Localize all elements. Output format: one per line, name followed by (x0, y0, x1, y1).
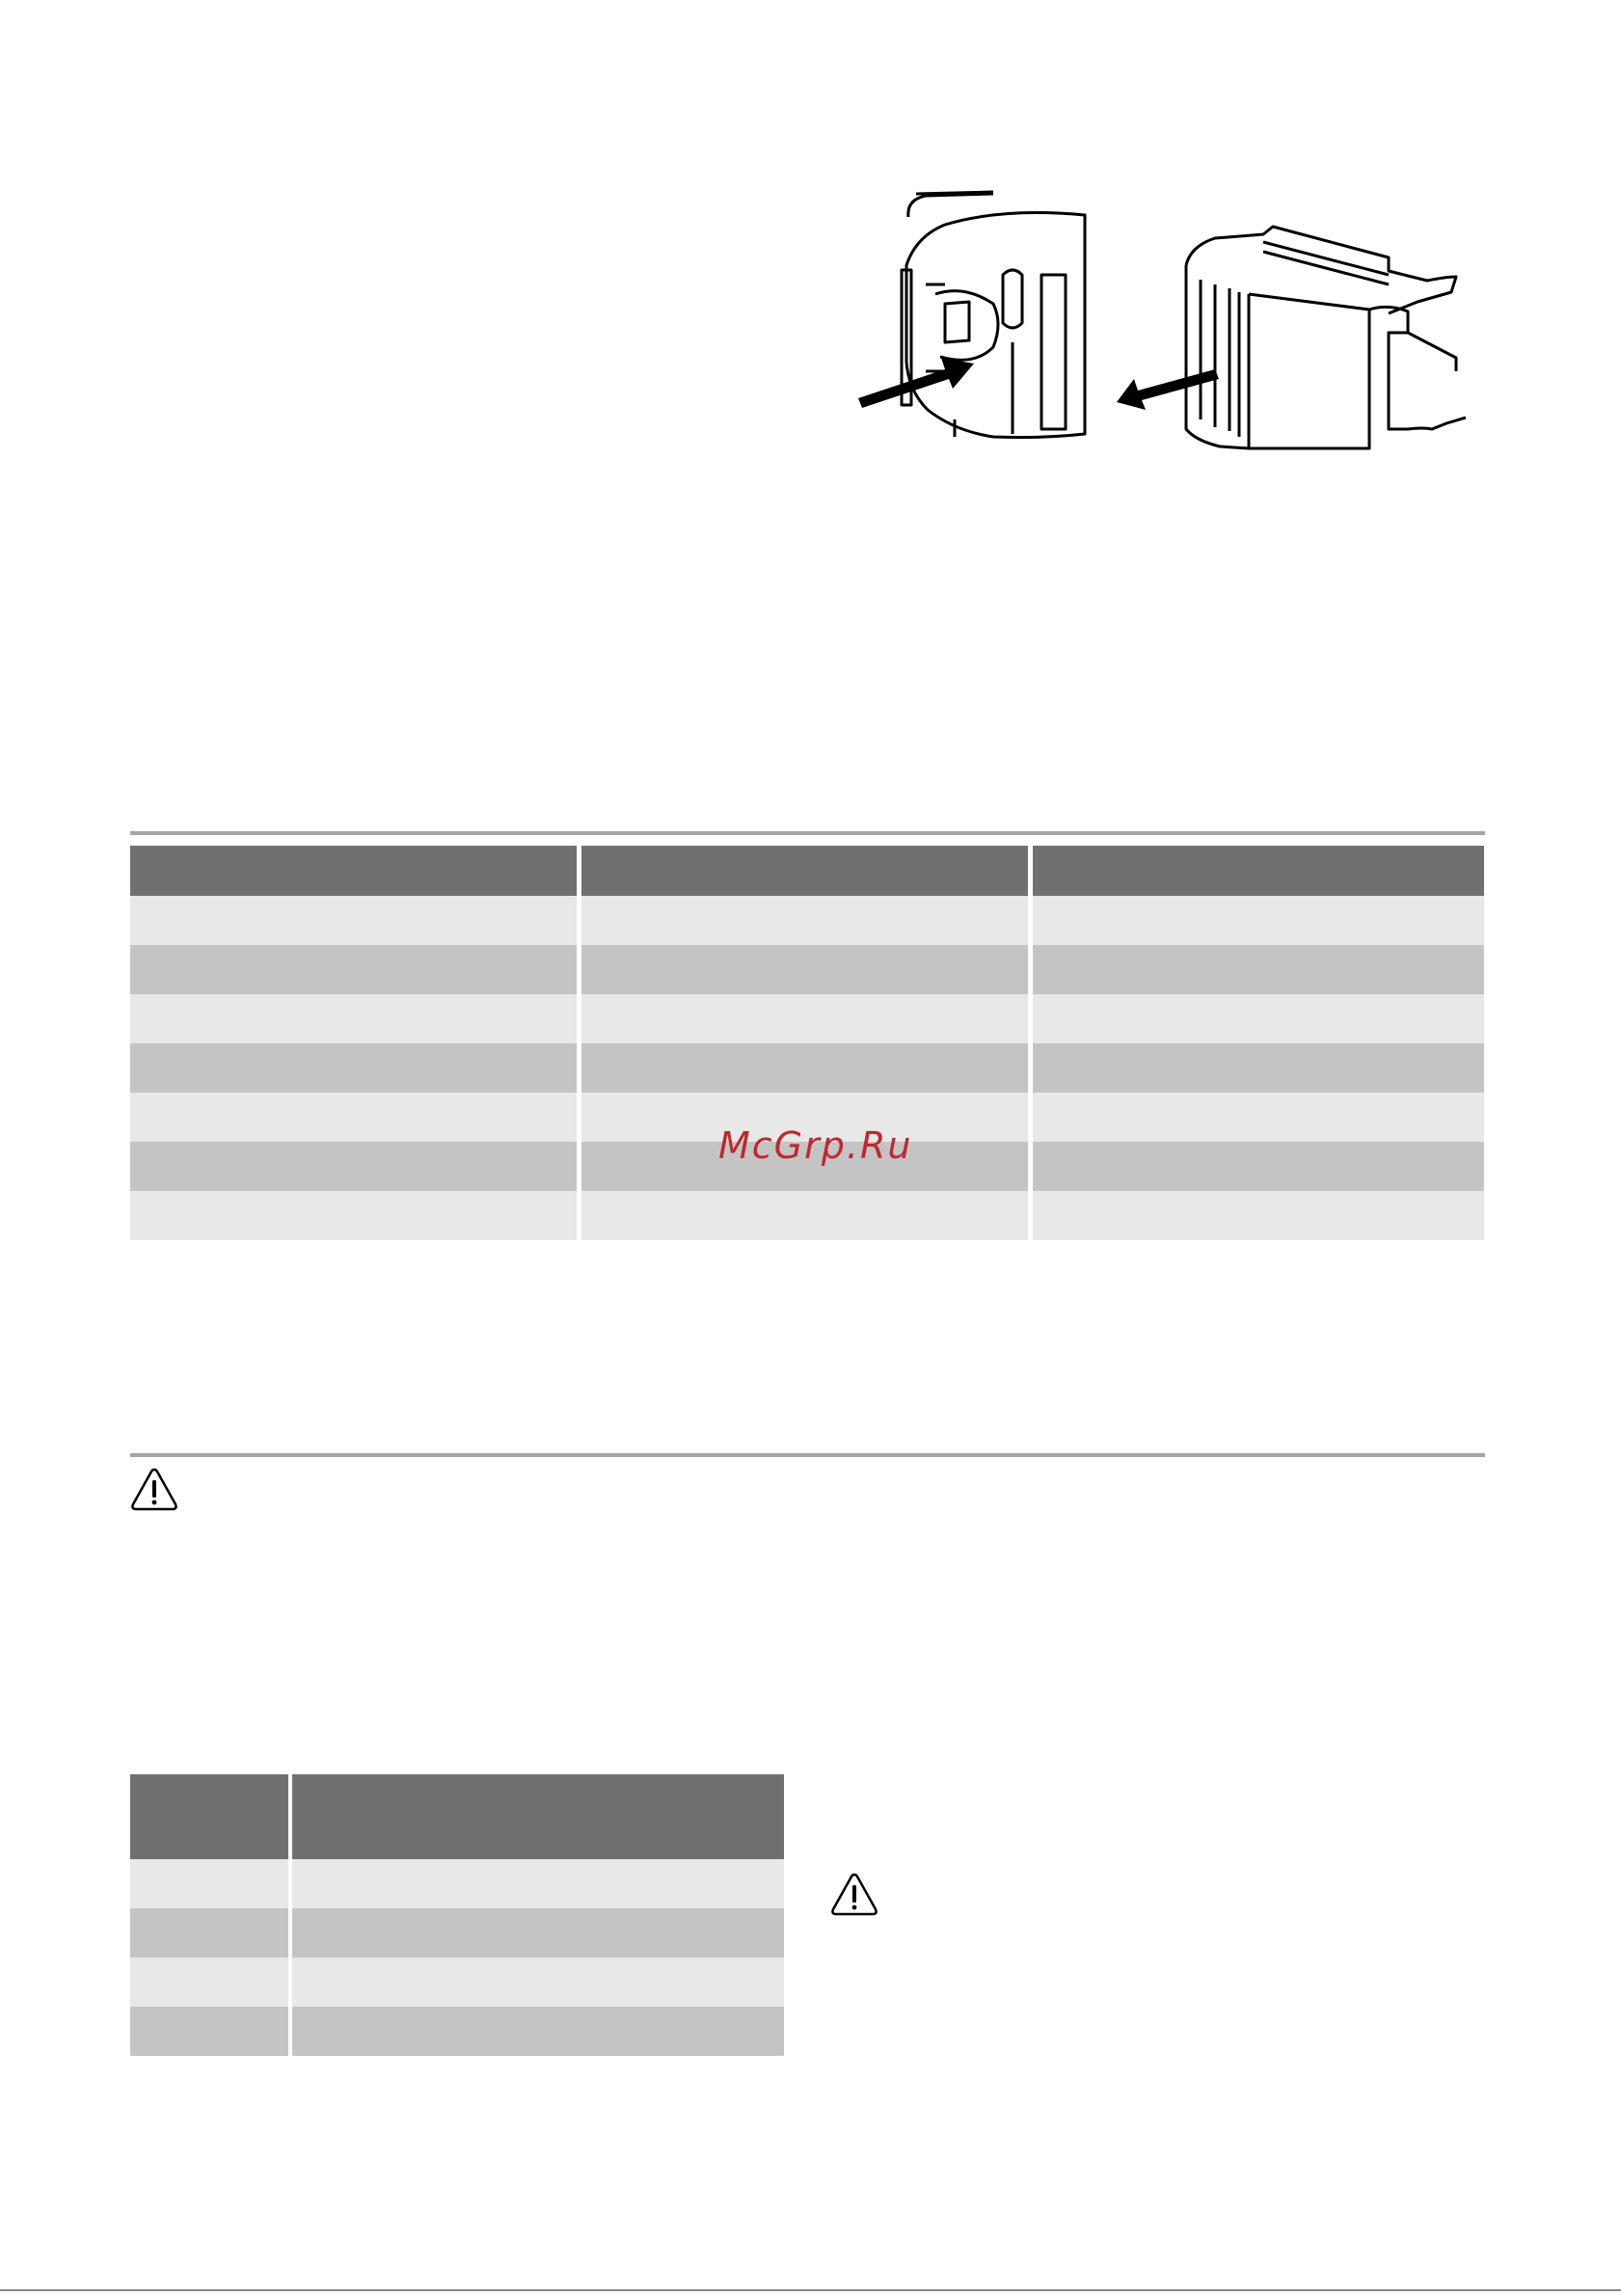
pull-arrow (1117, 369, 1219, 410)
push-arrow (858, 358, 974, 408)
table-cell (130, 994, 581, 1043)
table-cell (292, 1958, 784, 2007)
page-footer-line (0, 2289, 1621, 2291)
table-cell (130, 1093, 581, 1142)
table-row (130, 1043, 1484, 1093)
table-row (130, 1958, 784, 2007)
table-cell (130, 1043, 581, 1093)
table-cell (292, 1908, 784, 1958)
lamp-specs-table (130, 846, 1484, 1240)
table-header-cell (130, 1774, 292, 1859)
left-housing (908, 192, 993, 217)
table-cell (292, 2007, 784, 2056)
table-cell (130, 1908, 292, 1958)
table-cell (1033, 1043, 1484, 1093)
table-cell (581, 1043, 1033, 1093)
table-row (130, 2007, 784, 2056)
section-divider (130, 831, 1485, 835)
table-row (130, 945, 1484, 994)
table-cell (1033, 1142, 1484, 1191)
table-header-row (130, 846, 1484, 896)
table-cell (1033, 1093, 1484, 1142)
table-cell (1033, 896, 1484, 945)
table-cell (581, 945, 1033, 994)
table-cell (581, 896, 1033, 945)
table-cell (581, 1191, 1033, 1240)
table-row (130, 1859, 784, 1908)
table-header-cell (130, 846, 581, 896)
lamp-cover-illustration (849, 188, 1466, 468)
table-header-row (130, 1774, 784, 1859)
table-cell (1033, 1191, 1484, 1240)
table-cell (292, 1859, 784, 1908)
table-cell (130, 2007, 292, 2056)
table-row (130, 994, 1484, 1043)
warning-icon (829, 1871, 879, 1919)
section-divider (130, 1453, 1485, 1457)
table-row (130, 896, 1484, 945)
table-header-cell (581, 846, 1033, 896)
table-cell (1033, 994, 1484, 1043)
table-cell (130, 1142, 581, 1191)
climate-class-table (130, 1774, 784, 2056)
warning-icon (129, 1466, 179, 1514)
table-cell (130, 1958, 292, 2007)
table-cell (130, 945, 581, 994)
right-cover (1186, 227, 1456, 313)
table-cell (130, 1191, 581, 1240)
table-row (130, 1908, 784, 1958)
table-cell (130, 1859, 292, 1908)
table-row (130, 1191, 1484, 1240)
table-header-cell (292, 1774, 784, 1859)
table-cell (581, 994, 1033, 1043)
table-cell (1033, 945, 1484, 994)
table-cell (130, 896, 581, 945)
watermark-text: McGrp.Ru (718, 1124, 913, 1167)
table-header-cell (1033, 846, 1484, 896)
